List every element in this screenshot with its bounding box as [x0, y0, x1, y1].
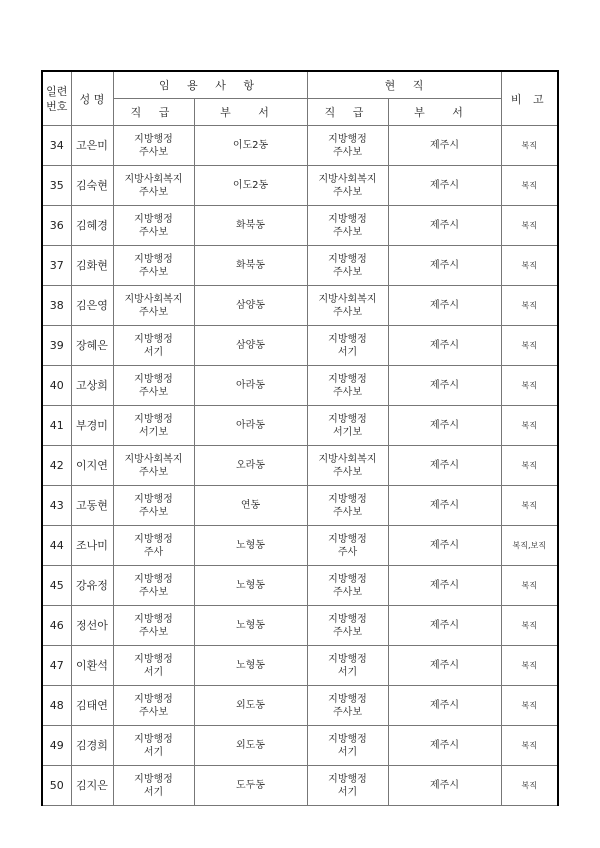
current-grade-cell — [307, 206, 388, 246]
appointment-grade-cell — [113, 246, 194, 286]
current-grade-cell-line2: 주사보 — [333, 706, 362, 718]
appointment-grade-cell-line2: 주사보 — [139, 266, 168, 278]
appointment-grade-cell-line2: 서기보 — [139, 426, 168, 438]
serial-number-cell: 44 — [42, 526, 71, 566]
appointment-dept-cell: 화북동 — [194, 246, 307, 286]
table-row — [42, 606, 558, 646]
appointment-dept-cell: 화북동 — [194, 206, 307, 246]
current-dept-cell: 제주시 — [388, 726, 501, 766]
appointment-grade-cell-line2: 주사보 — [139, 226, 168, 238]
current-dept-cell: 제주시 — [388, 766, 501, 806]
appointment-grade-cell-line1: 지방사회복지 — [124, 173, 183, 185]
remarks-cell: 복직 — [501, 366, 558, 406]
current-grade-cell-line2: 주사 — [337, 546, 358, 558]
table-row — [42, 366, 558, 406]
remarks-cell: 복직 — [501, 726, 558, 766]
current-grade-cell-line1: 지방행정 — [328, 733, 367, 745]
name-cell: 고은미 — [71, 126, 113, 166]
appointment-grade-cell-line2: 주사보 — [139, 586, 168, 598]
serial-number-cell: 48 — [42, 686, 71, 726]
current-grade-cell-line1: 지방행정 — [328, 413, 367, 425]
current-dept-cell: 제주시 — [388, 526, 501, 566]
table-header — [42, 71, 558, 126]
current-grade-cell-line2: 주사보 — [333, 466, 362, 478]
serial-number-cell: 45 — [42, 566, 71, 606]
appointment-grade-cell-line2: 주사보 — [139, 146, 168, 158]
remarks-cell: 복직 — [501, 766, 558, 806]
current-grade-cell-line2: 주사보 — [333, 266, 362, 278]
name-cell: 이지연 — [71, 446, 113, 486]
current-grade-cell — [307, 646, 388, 686]
appointment-grade-cell-line1: 지방행정 — [134, 133, 173, 145]
table-row — [42, 166, 558, 206]
appointment-grade-cell-line2: 서기 — [143, 786, 164, 798]
name-cell: 고동현 — [71, 486, 113, 526]
appointment-dept-cell: 이도2동 — [194, 126, 307, 166]
appointment-grade-cell — [113, 166, 194, 206]
current-dept-cell: 제주시 — [388, 246, 501, 286]
table-row — [42, 766, 558, 806]
appointment-grade-cell-line1: 지방행정 — [134, 253, 173, 265]
remarks-cell: 복직 — [501, 686, 558, 726]
appointment-grade-cell-line2: 주사보 — [139, 706, 168, 718]
appointment-grade-cell-line2: 주사보 — [139, 386, 168, 398]
header-serial-number — [42, 71, 71, 126]
appointment-grade-cell — [113, 326, 194, 366]
appointment-grade-cell-line1: 지방행정 — [134, 773, 173, 785]
appointment-grade-cell-line2: 주사보 — [139, 306, 168, 318]
current-dept-cell: 제주시 — [388, 326, 501, 366]
serial-number-cell: 41 — [42, 406, 71, 446]
table-row — [42, 486, 558, 526]
appointment-grade-cell — [113, 286, 194, 326]
current-grade-cell — [307, 486, 388, 526]
name-cell: 김숙현 — [71, 166, 113, 206]
current-grade-cell-line2: 서기 — [337, 786, 358, 798]
appointment-grade-cell — [113, 126, 194, 166]
serial-number-cell: 40 — [42, 366, 71, 406]
remarks-cell: 복직 — [501, 326, 558, 366]
remarks-cell: 복직 — [501, 606, 558, 646]
appointment-dept-cell: 외도동 — [194, 726, 307, 766]
current-dept-cell: 제주시 — [388, 646, 501, 686]
current-grade-cell-line1: 지방사회복지 — [318, 293, 377, 305]
appointment-grade-cell — [113, 446, 194, 486]
appointment-grade-cell-line1: 지방행정 — [134, 333, 173, 345]
current-grade-cell-line2: 서기 — [337, 346, 358, 358]
current-grade-cell — [307, 606, 388, 646]
appointment-dept-cell: 외도동 — [194, 686, 307, 726]
table-row — [42, 326, 558, 366]
table-row — [42, 286, 558, 326]
serial-number-cell: 42 — [42, 446, 71, 486]
current-grade-cell-line1: 지방행정 — [328, 533, 367, 545]
appointment-grade-cell-line2: 주사보 — [139, 466, 168, 478]
header-appointment-grade: 직 급 — [113, 99, 194, 126]
header-remarks: 비 고 — [501, 71, 558, 126]
table-row — [42, 686, 558, 726]
name-cell: 김지은 — [71, 766, 113, 806]
current-grade-cell-line2: 주사보 — [333, 626, 362, 638]
header-serial-line2: 번호 — [46, 99, 68, 113]
remarks-cell: 복직 — [501, 406, 558, 446]
current-grade-cell-line1: 지방행정 — [328, 133, 367, 145]
appointment-grade-cell-line1: 지방행정 — [134, 213, 173, 225]
remarks-cell: 복직 — [501, 446, 558, 486]
current-grade-cell-line1: 지방행정 — [328, 253, 367, 265]
appointment-dept-cell: 노형동 — [194, 606, 307, 646]
current-grade-cell — [307, 566, 388, 606]
table-row — [42, 646, 558, 686]
current-dept-cell: 제주시 — [388, 406, 501, 446]
table-row — [42, 566, 558, 606]
table-row — [42, 126, 558, 166]
table-row — [42, 246, 558, 286]
remarks-cell: 복직 — [501, 246, 558, 286]
current-grade-cell-line1: 지방사회복지 — [318, 453, 377, 465]
table-body — [42, 126, 558, 806]
current-grade-cell — [307, 526, 388, 566]
appointment-grade-cell-line1: 지방행정 — [134, 373, 173, 385]
appointment-grade-cell-line1: 지방행정 — [134, 693, 173, 705]
name-cell: 부경미 — [71, 406, 113, 446]
current-grade-cell-line1: 지방행정 — [328, 693, 367, 705]
appointment-dept-cell: 도두동 — [194, 766, 307, 806]
header-serial-line1: 일련 — [46, 84, 68, 98]
name-cell: 장혜은 — [71, 326, 113, 366]
appointment-dept-cell: 오라동 — [194, 446, 307, 486]
current-grade-cell-line2: 서기 — [337, 666, 358, 678]
appointment-grade-cell-line1: 지방행정 — [134, 533, 173, 545]
appointment-grade-cell — [113, 406, 194, 446]
current-dept-cell: 제주시 — [388, 606, 501, 646]
appointment-dept-cell: 노형동 — [194, 566, 307, 606]
appointment-grade-cell — [113, 526, 194, 566]
serial-number-cell: 36 — [42, 206, 71, 246]
current-grade-cell — [307, 166, 388, 206]
table-row — [42, 206, 558, 246]
current-dept-cell: 제주시 — [388, 206, 501, 246]
current-grade-cell — [307, 406, 388, 446]
appointment-grade-cell — [113, 646, 194, 686]
current-dept-cell: 제주시 — [388, 366, 501, 406]
header-appointment-dept: 부 서 — [194, 99, 307, 126]
table-row — [42, 526, 558, 566]
current-grade-cell-line1: 지방행정 — [328, 493, 367, 505]
appointment-grade-cell-line1: 지방행정 — [134, 493, 173, 505]
current-grade-cell-line1: 지방행정 — [328, 573, 367, 585]
remarks-cell: 복직,보직 — [501, 526, 558, 566]
current-grade-cell-line2: 주사보 — [333, 186, 362, 198]
current-grade-cell-line1: 지방행정 — [328, 373, 367, 385]
appointment-grade-cell-line2: 주사 — [143, 546, 164, 558]
current-grade-cell-line2: 주사보 — [333, 146, 362, 158]
current-grade-cell-line1: 지방행정 — [328, 213, 367, 225]
current-grade-cell — [307, 686, 388, 726]
remarks-cell: 복직 — [501, 166, 558, 206]
current-grade-cell-line2: 주사보 — [333, 226, 362, 238]
appointment-grade-cell-line1: 지방행정 — [134, 413, 173, 425]
remarks-cell: 복직 — [501, 566, 558, 606]
name-cell: 김경희 — [71, 726, 113, 766]
name-cell: 김태연 — [71, 686, 113, 726]
remarks-cell: 복직 — [501, 206, 558, 246]
name-cell: 이환석 — [71, 646, 113, 686]
appointment-dept-cell: 노형동 — [194, 646, 307, 686]
header-appointment: 임 용 사 항 — [113, 71, 307, 99]
current-grade-cell-line2: 주사보 — [333, 386, 362, 398]
appointment-grade-cell — [113, 366, 194, 406]
appointment-grade-cell — [113, 686, 194, 726]
appointment-dept-cell: 노형동 — [194, 526, 307, 566]
table-row — [42, 446, 558, 486]
current-dept-cell: 제주시 — [388, 566, 501, 606]
appointment-dept-cell: 아라동 — [194, 406, 307, 446]
serial-number-cell: 47 — [42, 646, 71, 686]
current-grade-cell-line2: 주사보 — [333, 306, 362, 318]
header-current-dept: 부 서 — [388, 99, 501, 126]
header-name: 성 명 — [71, 71, 113, 126]
serial-number-cell: 39 — [42, 326, 71, 366]
name-cell: 김은영 — [71, 286, 113, 326]
personnel-table — [41, 70, 559, 806]
current-dept-cell: 제주시 — [388, 166, 501, 206]
serial-number-cell: 38 — [42, 286, 71, 326]
table-row — [42, 726, 558, 766]
appointment-dept-cell: 연동 — [194, 486, 307, 526]
serial-number-cell: 43 — [42, 486, 71, 526]
appointment-dept-cell: 삼양동 — [194, 286, 307, 326]
appointment-grade-cell — [113, 206, 194, 246]
appointment-dept-cell: 아라동 — [194, 366, 307, 406]
appointment-grade-cell-line1: 지방행정 — [134, 653, 173, 665]
appointment-grade-cell-line2: 주사보 — [139, 506, 168, 518]
table-row — [42, 406, 558, 446]
name-cell: 김혜경 — [71, 206, 113, 246]
header-current-position: 현 직 — [307, 71, 501, 99]
name-cell: 강유정 — [71, 566, 113, 606]
serial-number-cell: 37 — [42, 246, 71, 286]
name-cell: 김화현 — [71, 246, 113, 286]
current-grade-cell — [307, 766, 388, 806]
appointment-grade-cell-line2: 주사보 — [139, 626, 168, 638]
current-grade-cell — [307, 126, 388, 166]
current-grade-cell-line1: 지방행정 — [328, 613, 367, 625]
current-dept-cell: 제주시 — [388, 486, 501, 526]
current-dept-cell: 제주시 — [388, 286, 501, 326]
current-grade-cell — [307, 246, 388, 286]
appointment-dept-cell: 이도2동 — [194, 166, 307, 206]
current-dept-cell: 제주시 — [388, 126, 501, 166]
appointment-grade-cell — [113, 566, 194, 606]
current-grade-cell-line1: 지방행정 — [328, 333, 367, 345]
appointment-grade-cell-line1: 지방행정 — [134, 613, 173, 625]
current-grade-cell — [307, 286, 388, 326]
serial-number-cell: 46 — [42, 606, 71, 646]
current-grade-cell — [307, 366, 388, 406]
current-grade-cell-line2: 서기보 — [333, 426, 362, 438]
appointment-grade-cell-line1: 지방행정 — [134, 573, 173, 585]
current-grade-cell-line2: 서기 — [337, 746, 358, 758]
header-current-grade: 직 급 — [307, 99, 388, 126]
appointment-grade-cell-line2: 주사보 — [139, 186, 168, 198]
remarks-cell: 복직 — [501, 646, 558, 686]
appointment-grade-cell — [113, 486, 194, 526]
current-grade-cell-line2: 주사보 — [333, 506, 362, 518]
name-cell: 고상희 — [71, 366, 113, 406]
appointment-grade-cell-line1: 지방사회복지 — [124, 293, 183, 305]
remarks-cell: 복직 — [501, 286, 558, 326]
current-grade-cell-line1: 지방사회복지 — [318, 173, 377, 185]
current-dept-cell: 제주시 — [388, 686, 501, 726]
remarks-cell: 복직 — [501, 126, 558, 166]
current-grade-cell — [307, 326, 388, 366]
appointment-grade-cell — [113, 726, 194, 766]
appointment-grade-cell-line1: 지방행정 — [134, 733, 173, 745]
appointment-grade-cell — [113, 606, 194, 646]
name-cell: 정선아 — [71, 606, 113, 646]
appointment-grade-cell — [113, 766, 194, 806]
appointment-grade-cell-line2: 서기 — [143, 346, 164, 358]
current-grade-cell — [307, 726, 388, 766]
name-cell: 조나미 — [71, 526, 113, 566]
current-dept-cell: 제주시 — [388, 446, 501, 486]
current-grade-cell — [307, 446, 388, 486]
appointment-dept-cell: 삼양동 — [194, 326, 307, 366]
serial-number-cell: 49 — [42, 726, 71, 766]
current-grade-cell-line1: 지방행정 — [328, 653, 367, 665]
remarks-cell: 복직 — [501, 486, 558, 526]
serial-number-cell: 34 — [42, 126, 71, 166]
appointment-grade-cell-line2: 서기 — [143, 666, 164, 678]
current-grade-cell-line1: 지방행정 — [328, 773, 367, 785]
serial-number-cell: 35 — [42, 166, 71, 206]
appointment-grade-cell-line1: 지방사회복지 — [124, 453, 183, 465]
current-grade-cell-line2: 주사보 — [333, 586, 362, 598]
appointment-grade-cell-line2: 서기 — [143, 746, 164, 758]
serial-number-cell: 50 — [42, 766, 71, 806]
